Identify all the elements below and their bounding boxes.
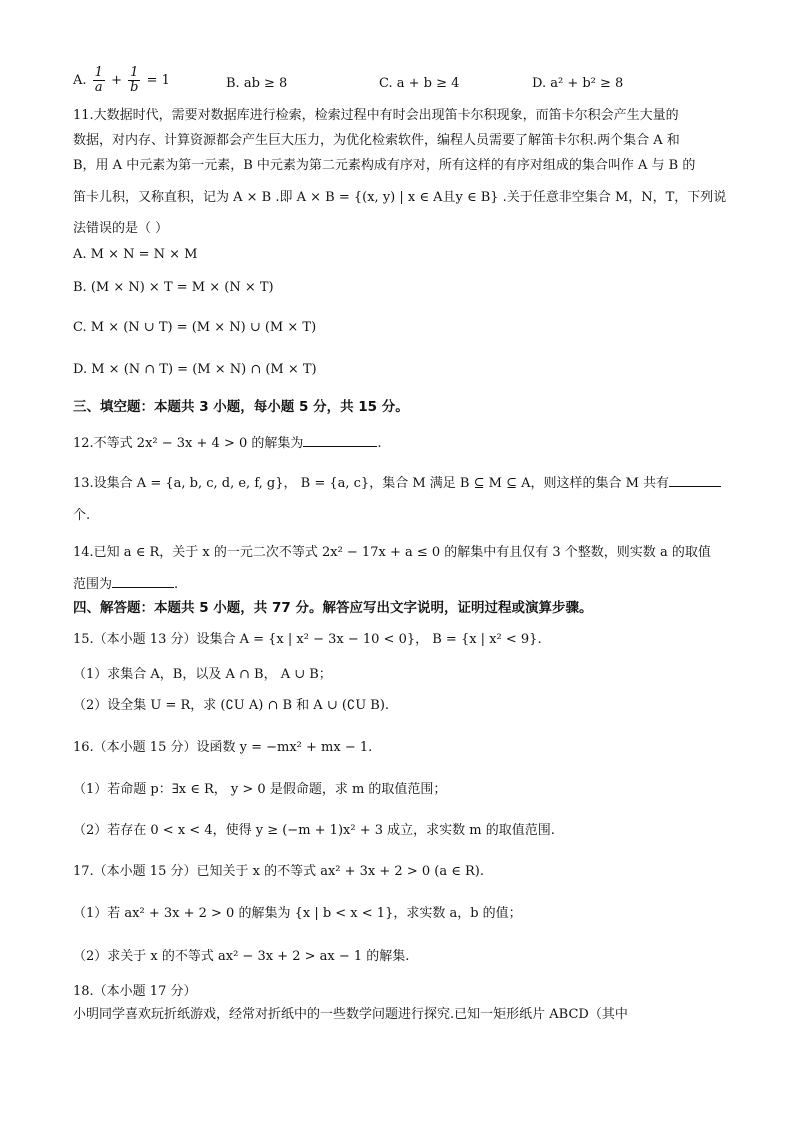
answer-blank [112, 573, 174, 588]
choice-a-rest: = 1 [146, 73, 170, 88]
q17-part-1: （1）若 ax² + 3x + 2 > 0 的解集为 {x | b < x < 1}，求实数 a，b 的值； [73, 906, 522, 921]
fraction-1-over-a [93, 66, 105, 95]
q13-text: 13.设集合 A = {a, b, c, d, e, f, g}， B = {a, c}，集合 M 满足 B ⊆ M ⊆ A，则这样的集合 M 共有 [73, 476, 670, 491]
frac-den: a [94, 80, 103, 95]
q17-part-2: （2）求关于 x 的不等式 ax² − 3x + 2 > ax − 1 的解集. [73, 949, 410, 964]
q16-part-2: （2）若存在 0 < x < 4，使得 y ≥ (−m + 1)x² + 3 成立，求实数 m 的取值范围. [73, 823, 555, 838]
q14-line-2 [73, 573, 734, 595]
fraction-1-over-b [128, 66, 140, 95]
q11-choice-b: B. (M × N) × T = M × (N × T) [73, 280, 274, 295]
q11-line-1: 11.大数据时代，需要对数据库进行检索，检索过程中有时会出现笛卡尔积现象，而笛卡尔积会产生大量的 [73, 108, 679, 123]
frac-num: 1 [130, 65, 139, 80]
answer-blank [669, 472, 721, 487]
frac-num: 1 [94, 65, 103, 80]
q18-stem: 18.（本小题 17 分） [73, 984, 197, 999]
q10-choice-d: D. a² + b² ≥ 8 [532, 76, 624, 91]
q10-choices [73, 66, 734, 95]
q15-stem: 15.（本小题 13 分）设集合 A = {x | x² − 3x − 10 < 0}， B = {x | x² < 9}. [73, 632, 542, 647]
q12-line [73, 432, 734, 454]
q17-stem: 17.（本小题 15 分）已知关于 x 的不等式 ax² + 3x + 2 > 0 (a ∈ R). [73, 864, 484, 879]
q12-text: 12.不等式 2x² − 3x + 4 > 0 的解集为 [73, 436, 304, 451]
section-4-title: 四、解答题：本题共 5 小题，共 77 分。解答应写出文字说明，证明过程或演算步骤。 [73, 600, 593, 616]
q11-choice-c: C. M × (N ∪ T) = (M × N) ∪ (M × T) [73, 320, 317, 335]
q18-line-1: 小明同学喜欢玩折纸游戏，经常对折纸中的一些数学问题进行探究.已知一矩形纸片 ABCD（其中 [73, 1007, 628, 1022]
q12-end: . [377, 436, 382, 451]
q16-stem: 16.（本小题 15 分）设函数 y = −mx² + mx − 1. [73, 740, 373, 755]
section-3-title: 三、填空题：本题共 3 小题，每小题 5 分，共 15 分。 [73, 399, 409, 415]
q16-part-1: （1）若命题 p：∃x ∈ R， y > 0 是假命题，求 m 的取值范围； [73, 782, 447, 797]
q11-line-3: B，用 A 中元素为第一元素，B 中元素为第二元素构成有序对，所有这样的有序对组成的集合叫作 A 与 B 的 [73, 158, 696, 173]
plus-sign: + [111, 73, 122, 88]
choice-a-label: A. [73, 73, 87, 88]
q11-line-5: 法错误的是（ ） [73, 221, 169, 236]
q10-choice-c: C. a + b ≥ 4 [379, 76, 460, 91]
q15-part-1: （1）求集合 A，B，以及 A ∩ B， A ∪ B； [73, 667, 332, 682]
q11-line-4: 笛卡儿积，又称直积，记为 A × B .即 A × B = {(x, y) | x ∈ A且y ∈ B} .关于任意非空集合 M，N，T，下列说 [73, 190, 727, 205]
q13-line-1 [73, 472, 734, 494]
q14-line-1: 14.已知 a ∈ R，关于 x 的一元二次不等式 2x² − 17x + a ≤ 0 的解集中有且仅有 3 个整数，则实数 a 的取值 [73, 545, 711, 560]
q11-choice-a: A. M × N = N × M [73, 247, 198, 262]
q10-choice-a [73, 66, 226, 95]
q11-choice-d: D. M × (N ∩ T) = (M × N) ∩ (M × T) [73, 362, 317, 377]
q11-line-2: 数据，对内存、计算资源都会产生巨大压力，为优化检索软件，编程人员需要了解笛卡尔积.两个集合 A 和 [73, 133, 680, 148]
q14-end: . [174, 577, 179, 592]
answer-blank [303, 432, 377, 447]
q14-text: 范围为 [73, 577, 113, 592]
frac-den: b [130, 80, 139, 95]
q13-line-2: 个. [73, 508, 91, 523]
q10-choice-b: B. ab ≥ 8 [226, 76, 288, 91]
q15-part-2: （2）设全集 U = R，求 (∁U A) ∩ B 和 A ∪ (∁U B). [73, 698, 390, 713]
